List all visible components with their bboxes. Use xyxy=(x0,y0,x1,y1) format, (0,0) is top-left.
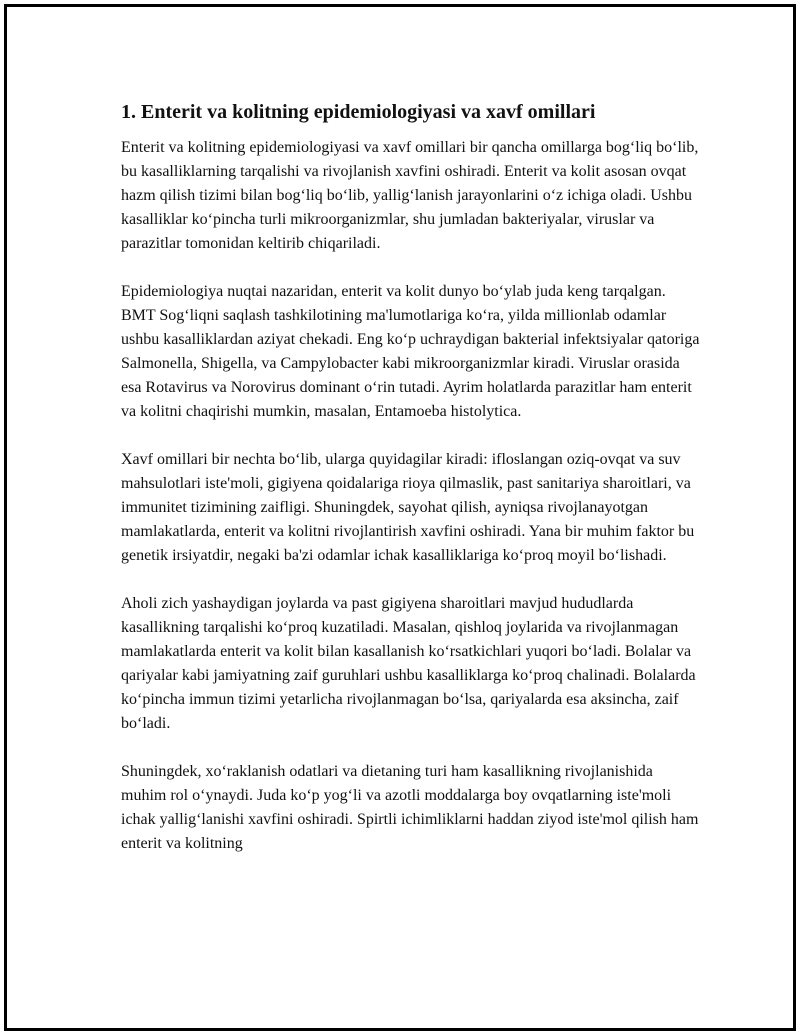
paragraph-4: Aholi zich yashaydigan joylarda va past gigiyena sharoitlari mavjud hududlarda kasallikning tarqalishi ko‘proq kuzatiladi. Masalan, qishloq joylarida va rivojlanmagan mamlakatlarda enterit va kolit bilan kasallanish ko‘rsatkichlari yuqori bo‘ladi. Bolalar va qariyalar kabi jamiyatning zaif guruhlari ushbu kasalliklarga ko‘proq chalinadi. Bolalarda ko‘pincha immun tizimi yetarlicha rivojlanmagan bo‘lsa, qariyalarda esa aksincha, zaif bo‘ladi. xyxy=(121,595,696,732)
paragraph-5: Shuningdek, xo‘raklanish odatlari va dietaning turi ham kasallikning rivojlanishida muhim rol o‘ynaydi. Juda ko‘p yog‘li va azotli moddalarga boy ovqatlarning iste'moli ichak yallig‘lanishi xavfini oshiradi. Spirtli ichimliklarni haddan ziyod iste'mol qilish ham enterit va kolitning xyxy=(121,763,699,852)
paragraph-3: Xavf omillari bir nechta bo‘lib, ularga quyidagilar kiradi: ifloslangan oziq-ovqat va suv mahsulotlari iste'moli, gigiyena qoidalariga rioya qilmaslik, past sanitariya sharoitlari, va immunitet tizimining zaifligi. Shuningdek, sayohat qilish, ayniqsa rivojlanayotgan mamlakatlarda, enterit va kolitni rivojlantirish xavfini oshiradi. Yana bir muhim faktor bu genetik irsiyatdir, negaki ba'zi odamlar ichak kasalliklariga ko‘proq moyil bo‘lishadi. xyxy=(121,451,695,564)
document-body xyxy=(121,99,701,880)
page-frame xyxy=(4,4,796,1031)
paragraph-1: Enterit va kolitning epidemiologiyasi va xavf omillari bir qancha omillarga bog‘liq bo‘lib, bu kasalliklarning tarqalishi va rivojlanish xavfini oshiradi. Enterit va kolit asosan ovqat hazm qilish tizimi bilan bog‘liq bo‘lib, yallig‘lanish jarayonlarini o‘z ichiga oladi. Ushbu kasalliklar ko‘pincha turli mikroorganizmlar, shu jumladan bakteriyalar, viruslar va parazitlar tomonidan keltirib chiqariladi. xyxy=(121,139,699,252)
paragraph-2: Epidemiologiya nuqtai nazaridan, enterit va kolit dunyo bo‘ylab juda keng tarqalgan. BMT Sog‘liqni saqlash tashkilotining ma'lumotlariga ko‘ra, yilda millionlab odamlar ushbu kasalliklardan aziyat chekadi. Eng ko‘p uchraydigan bakterial infektsiyalar qatoriga Salmonella, Shigella, va Campylobacter kabi mikroorganizmlar kiradi. Viruslar orasida esa Rotavirus va Norovirus dominant o‘rin tutadi. Ayrim holatlarda parazitlar ham enterit va kolitni chaqirishi mumkin, masalan, Entamoeba histolytica. xyxy=(121,283,700,420)
section-heading: 1. Enterit va kolitning epidemiologiyasi va xavf omillari xyxy=(121,101,596,123)
